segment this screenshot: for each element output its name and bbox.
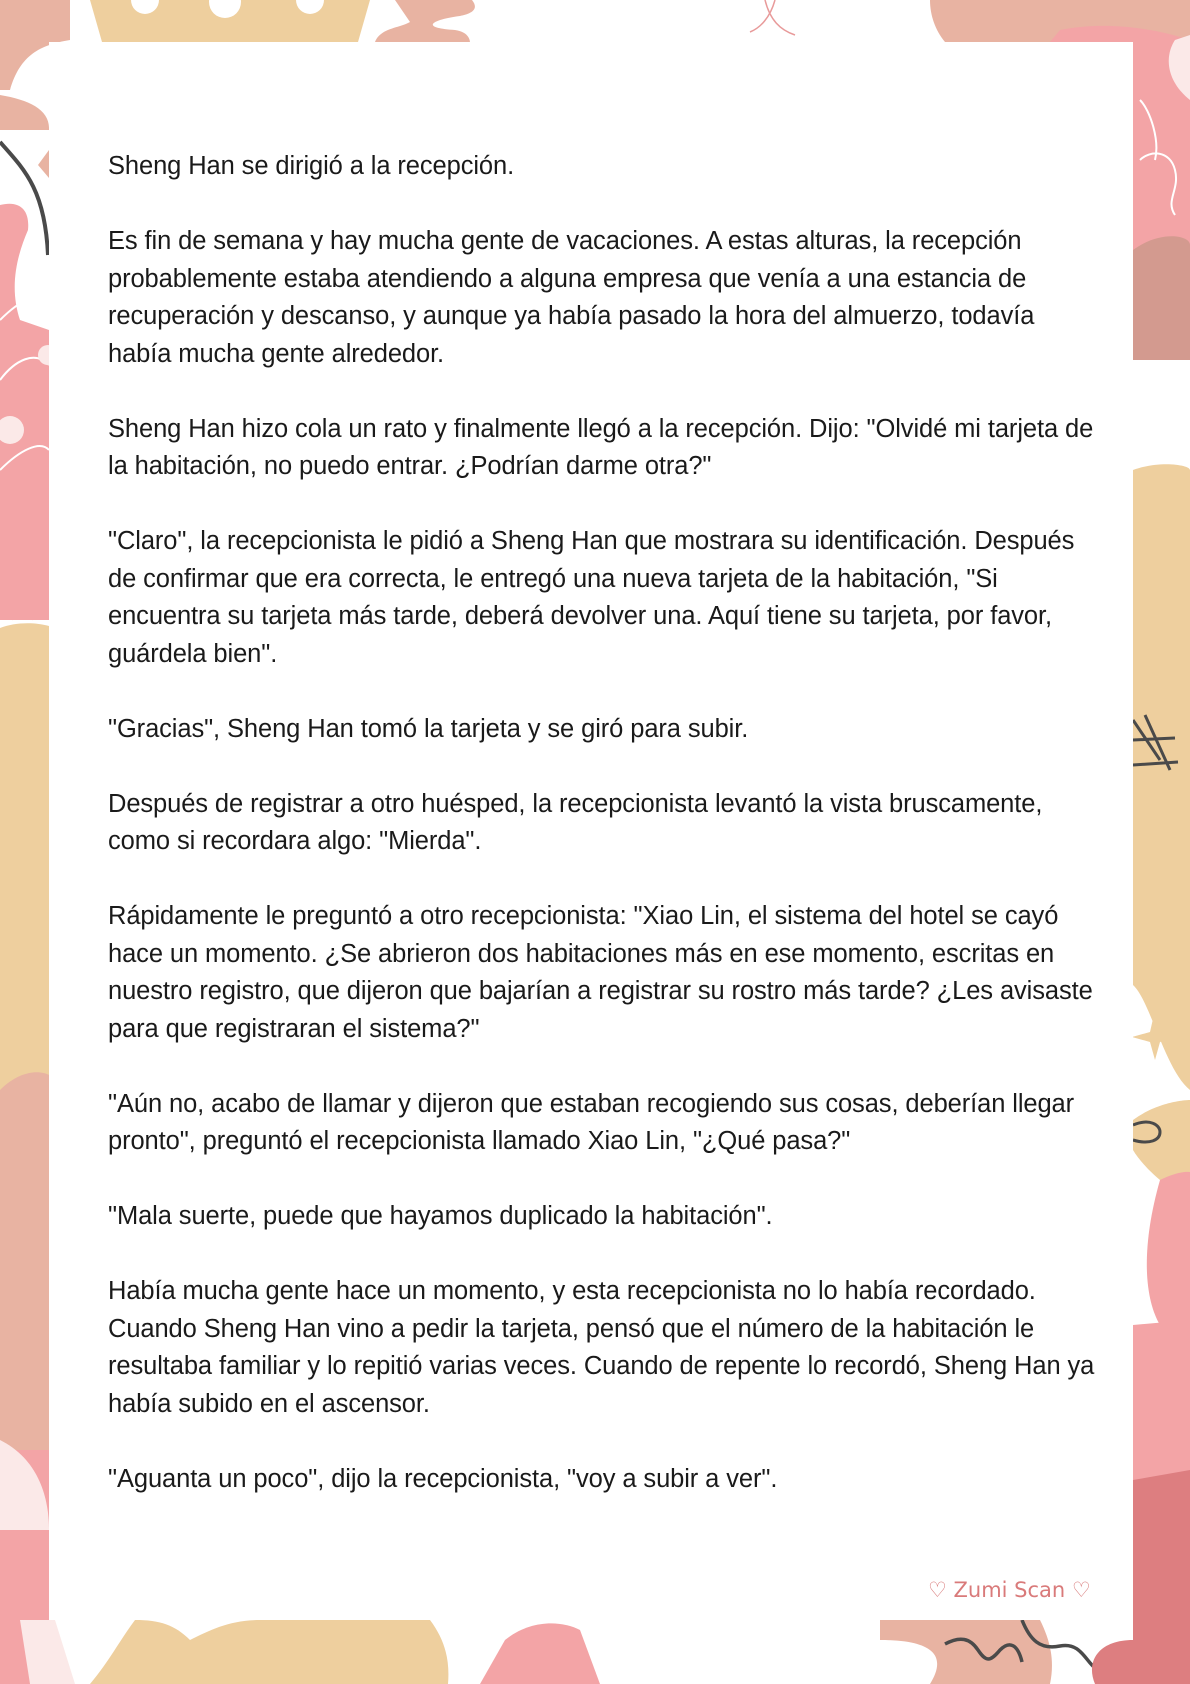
paragraph: Después de registrar a otro huésped, la recepcionista levantó la vista bruscamente, como si recordara algo: "Mierda". — [108, 789, 1043, 855]
paragraph: "Aguanta un poco", dijo la recepcionista, "voy a subir a ver". — [108, 1464, 778, 1493]
paragraph: Sheng Han hizo cola un rato y finalmente llegó a la recepción. Dijo: "Olvidé mi tarjeta de la habitación, no puedo entrar. ¿Podrían darme otra?" — [108, 414, 1094, 480]
paragraph: Sheng Han se dirigió a la recepción. — [108, 152, 515, 180]
paragraph: "Aún no, acabo de llamar y dijeron que estaban recogiendo sus cosas, deberían llegar pronto", preguntó el recepcionista llamado Xiao Lin, "¿Qué pasa?" — [108, 1089, 1075, 1155]
scanlation-credit: ♡ Zumi Scan ♡ — [928, 1578, 1091, 1602]
paragraph: "Mala suerte, puede que hayamos duplicado la habitación". — [108, 1202, 773, 1230]
document-body — [108, 148, 1098, 1536]
paragraph: Es fin de semana y hay mucha gente de vacaciones. A estas alturas, la recepción probablemente estaba atendiendo a alguna empresa que venía a una estancia de recuperación y descanso, y aunque ya había pasado la hora del almuerzo, todavía había mucha gente alrededor. — [108, 227, 1035, 368]
paragraph: "Gracias", Sheng Han tomó la tarjeta y se giró para subir. — [108, 714, 749, 743]
paragraph: "Claro", la recepcionista le pidió a Sheng Han que mostrara su identificación. Después de confirmar que era correcta, le entregó una nueva tarjeta de la habitación, "Si encuentra su tarjeta más tarde, deberá devolver una. Aquí tiene su tarjeta, por favor, guárdela bien". — [108, 527, 1075, 668]
paragraph: Rápidamente le preguntó a otro recepcionista: "Xiao Lin, el sistema del hotel se cayó hace un momento. ¿Se abrieron dos habitaciones más en ese momento, escritas en nuestro registro, que dijeron que bajarían a registrar su rostro más tarde? ¿Les avisaste para que registraran el sistema?" — [108, 902, 1093, 1043]
paragraph: Había mucha gente hace un momento, y esta recepcionista no lo había recordado. Cuando Sheng Han vino a pedir la tarjeta, pensó que el número de la habitación le resultaba familiar y lo repitió varias veces. Cuando de repente lo recordó, Sheng Han ya había subido en el ascensor. — [108, 1277, 1095, 1418]
